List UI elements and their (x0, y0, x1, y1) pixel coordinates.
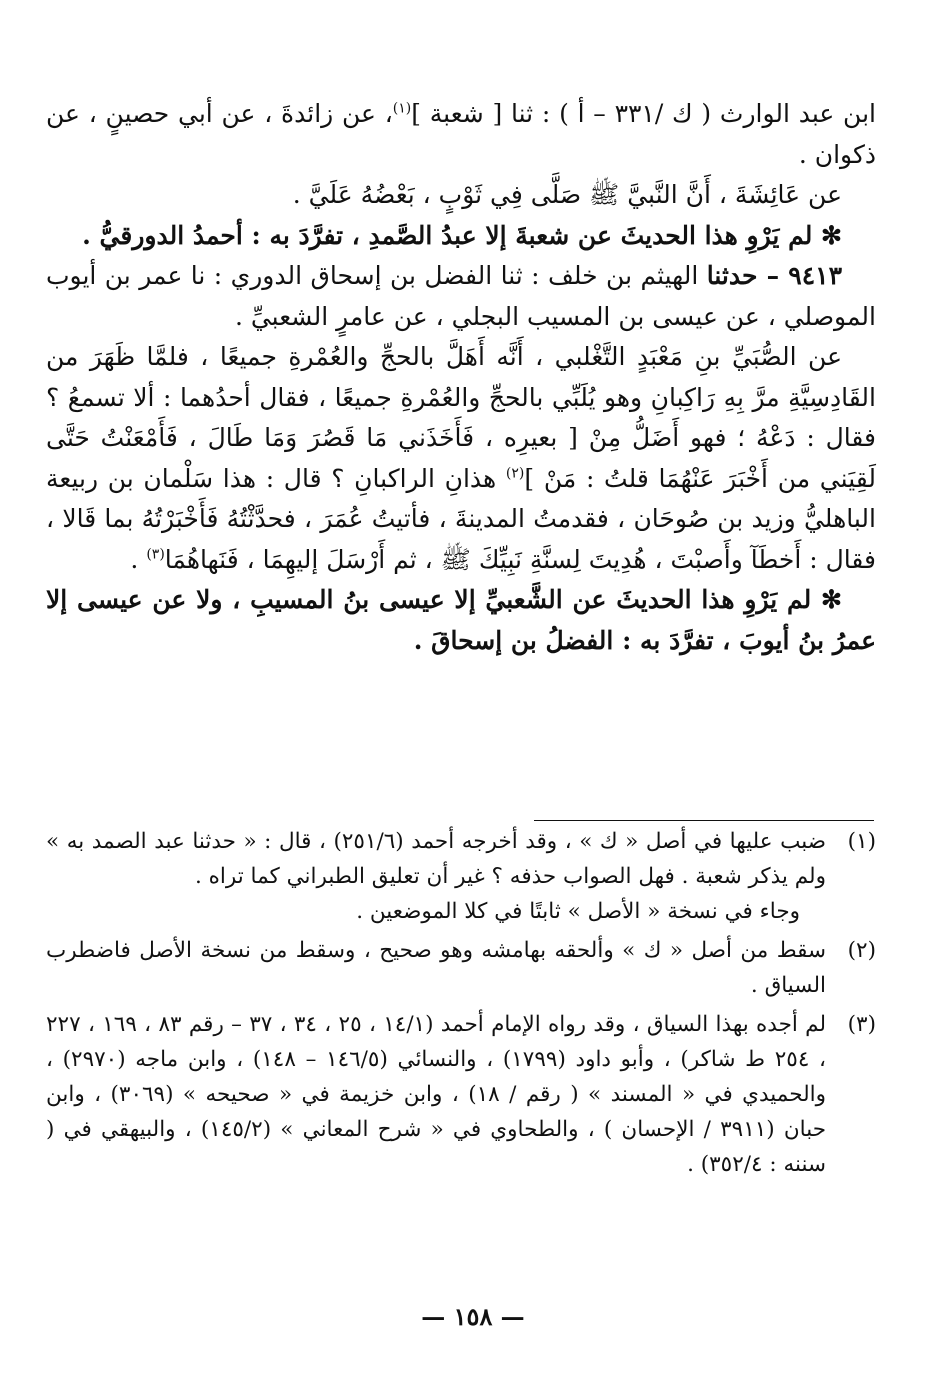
main-text (46, 94, 876, 661)
footnote-divider (534, 820, 874, 821)
footnote-text: سقط من أصل « ك » وألحقه بهامشه وهو صحيح ، وسقط من نسخة الأصل فاضطرب السياق . (46, 938, 826, 998)
footnote-number: (١) (847, 829, 876, 854)
footnote-number: (٢) (847, 938, 876, 963)
footnote-ref-1: (١) (392, 100, 412, 117)
footnote-ref-3: (٣) (146, 546, 165, 563)
hadith-text: عن عَائِشَةَ ، أَنَّ النَّبيَّ ﷺ صَلَّى فِي ثَوْبٍ ، بَعْضُهُ عَلَيَّ . (292, 180, 842, 209)
commentary-note-2: ✻ لم يَرْوِ هذا الحديثَ عن الشَّعبيِّ إلا عيسى بنُ المسيبِ ، ولا عن عيسى إلا عمرُ بنُ أيوبَ ، تفرَّدَ به : الفضلُ بن إسحاقَ . (46, 585, 876, 655)
footnote-3 (46, 1007, 876, 1182)
commentary-note: ✻ لم يَرْوِ هذا الحديثَ عن شعبةَ إلا عبدُ الصَّمدِ ، تفرَّدَ به : أحمدُ الدورقيُّ . (82, 220, 842, 250)
isnad-continuation: ابن عبد الوارث ( ك /٣٣١ – أ ) : ثنا [ شعبة ]$^{(١)}$، عن زائدةَ ، عن أبي حصينٍ ، عن ذكوان . (46, 99, 876, 169)
footnote-number: (٣) (847, 1012, 876, 1037)
footnote-text: ضبب عليها في أصل « ك » ، وقد أخرجه أحمد (٢٥١/٦) ، قال : « حدثنا عبد الصمد به » ولم يذكر شعبة . فهل الصواب حذفه ؟ غير أن تعليق الطبراني كما تراه . (46, 829, 826, 889)
footnote-text: وجاء في نسخة « الأصل » ثابتًا في كلا الموضعين . (356, 899, 800, 924)
hadith-isnad: ٩٤١٣ – حدثنا الهيثم بن خلف : ثنا الفضل بن إسحاق الدوري : نا عمر بن أيوب الموصلي ، عن عيسى بن المسيب البجلي ، عن عامرٍ الشعبيِّ . (46, 261, 876, 331)
footnote-2 (46, 933, 876, 1003)
hadith-text-2: عن الصُّبَيِّ بنِ مَعْبَدٍ التَّغْلبي ، أَنَّه أَهَلَّ بالحجِّ والعُمْرةِ جميعًا ، فلمَّا ظَهَرَ من القَادِسِيَّةِ مرَّ بِهِ رَاكِبانِ وهو يُلَبِّي بالحجِّ والعُمْرةِ جميعًا ، فقال أحدُهما : ألا تسمعُ ؟ فقال : دَعْهُ ؛ فهو أَضَلُّ مِنْ [ بعيرِه ، فَأَخَذَني مَا قَصُرَ وَمَا طَالَ ، فَأَمْعَنْتُ حَتَّى لَقِيَني من أَخْبَرَ عَنْهُمَا قلتُ : مَنْ ]$^{(٢)}$ هذانِ الراكبانِ ؟ قال : هذا سَلْمان بن ربيعة الباهليُّ وزيد بن صُوحَان ، فقدمتُ المدينةَ ، فأتيتُ عُمَرَ ، فحدَّثْتُهُ فَأَخْبَرْتُهُ بما قَالا ، فقال : أَخطَآ وأَصبْتَ ، هُدِيتَ لِسنَّةِ نَبِيِّكَ ﷺ ، ثم أَرْسَلَ إليهِمَا ، فَنَهاهُمَا$^{(٣)}$ . (46, 342, 876, 574)
footnote-ref-2: (٢) (505, 465, 525, 482)
hadith-number: ٩٤١٣ – حدثنا (706, 261, 843, 290)
footnotes (46, 824, 876, 1186)
page-number: — ١٥٨ — (421, 1302, 525, 1331)
footnote-text: لم أجده بهذا السياق ، وقد رواه الإمام أحمد (١٤/١ ، ٢٥ ، ٣٤ ، ٣٧ – رقم ٨٣ ، ١٦٩ ، ٢٢٧ ، ٢٥٤ ط شاكر) ، وأبو داود (١٧٩٩) ، والنسائي (١٤٦/٥ – ١٤٨) ، وابن ماجه (٢٩٧٠) ، والحميدي في « المسند » ( رقم / ١٨) ، وابن خزيمة في « صحيحه » (٣٠٦٩) ، وابن حبان (٣٩١١ / الإحسان ) ، والطحاوي في « شرح المعاني » (١٤٥/٢) ، والبيهقي في ( سننه : ٣٥٢/٤) . (46, 1012, 827, 1177)
footnote-1 (46, 824, 876, 929)
